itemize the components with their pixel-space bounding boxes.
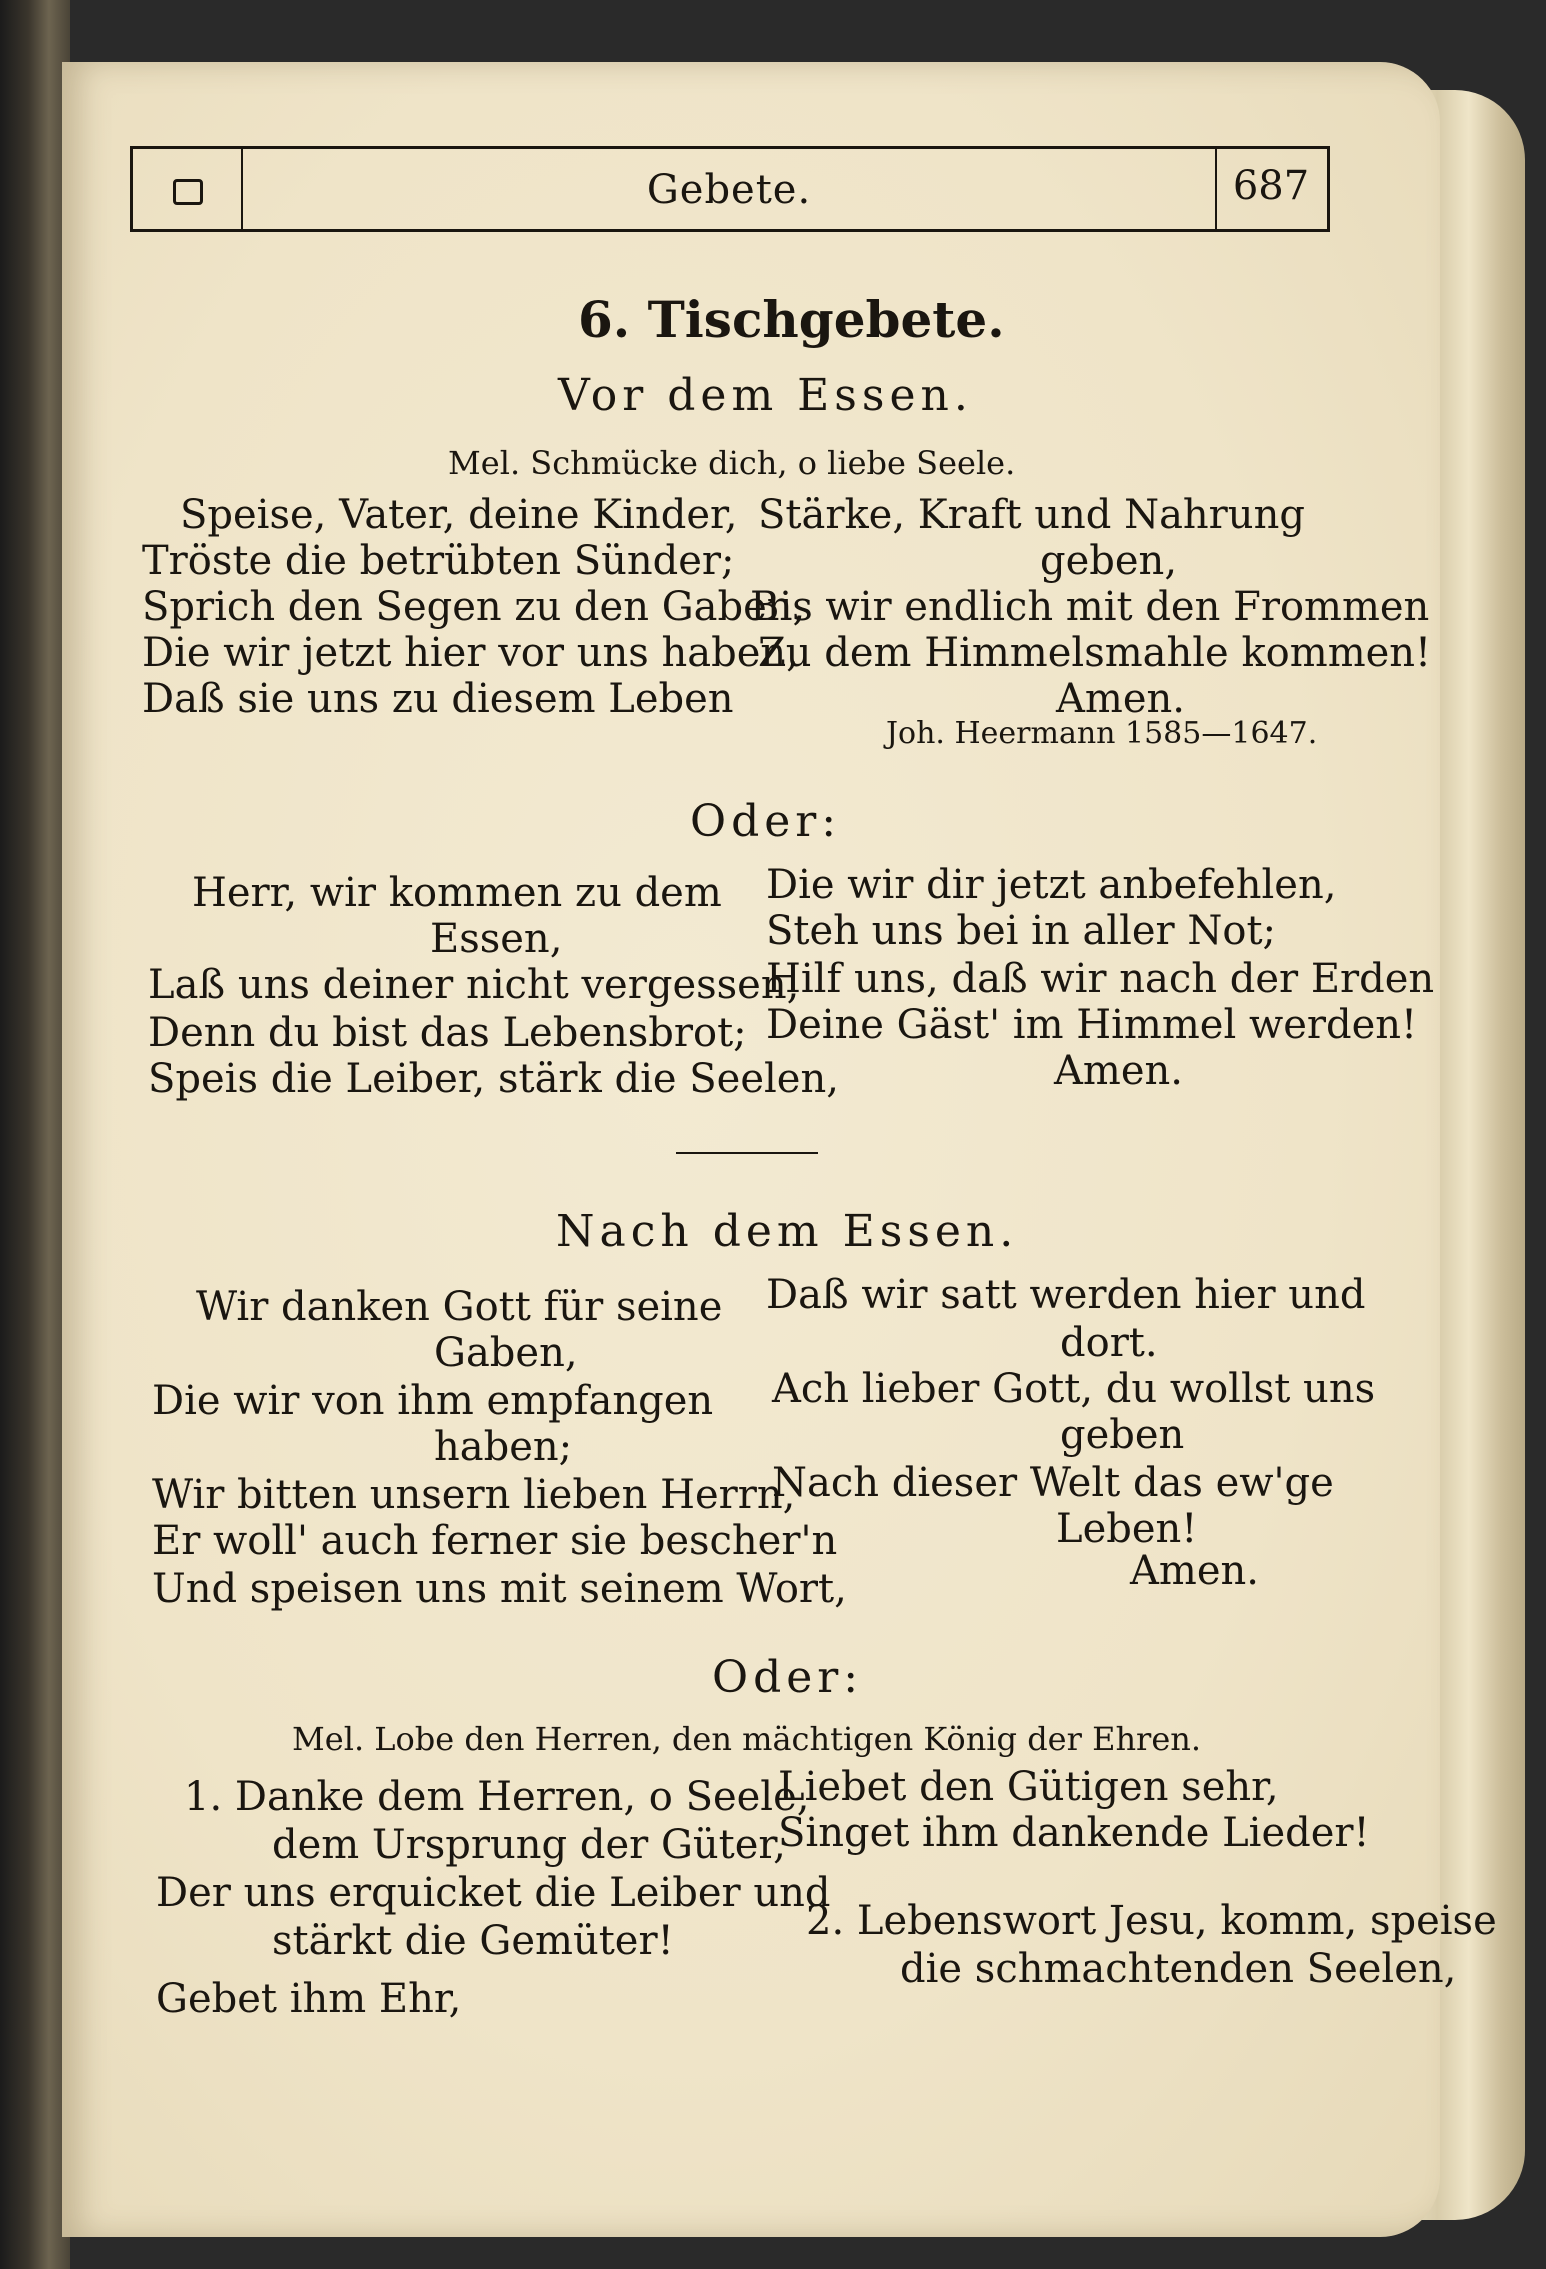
verse-line: Die wir von ihm empfangen [152,1378,714,1424]
hymn-author: Joh. Heermann 1585—1647. [886,716,1318,751]
verse-line: Hilf uns, daß wir nach der Erden [766,956,1435,1002]
verse-line: haben; [434,1424,573,1470]
verse-line: Die wir jetzt hier vor uns haben, [142,630,799,676]
verse-line: Die wir dir jetzt anbefehlen, [766,862,1337,908]
header-left-cell [133,149,243,229]
verse-line: Leben! [1056,1506,1198,1552]
verse-line: stärkt die Gemüter! [272,1918,674,1964]
section-title: 6. Tischgebete. [578,290,1005,349]
melody-before-meal: Mel. Schmücke dich, o liebe Seele. [448,444,1016,482]
verse-line: Amen. [1056,676,1185,722]
melody-oder-2: Mel. Lobe den Herren, den mächtigen König der Ehren. [292,1720,1202,1758]
verse-line: Zu dem Himmelsmahle kommen! [758,630,1432,676]
verse-line: Bis wir endlich mit den Frommen [750,584,1430,630]
section-divider [676,1152,818,1154]
verse-line: Wir bitten unsern lieben Herrn, [152,1472,796,1518]
verse-line: Essen, [430,916,563,962]
verse-line: Speis die Leiber, stärk die Seelen, [148,1056,839,1102]
verse-line: Speise, Vater, deine Kinder, [180,492,738,538]
verse-line: Tröste die betrübten Sünder; [142,538,735,584]
verse-line: geben, [1040,538,1178,584]
square-ornament-icon [173,179,203,205]
verse-line: Daß sie uns zu diesem Leben [142,676,734,722]
verse-line: dem Ursprung der Güter, [272,1822,786,1868]
verse-line: Amen. [1054,1048,1183,1094]
verse-line: 1. Danke dem Herren, o Seele, [184,1774,810,1820]
verse-line: Daß wir satt werden hier und [766,1272,1366,1318]
verse-line: Gaben, [434,1330,578,1376]
running-header [130,146,1330,232]
verse-line: Und speisen uns mit seinem Wort, [152,1566,847,1612]
verse-line: Liebet den Gütigen sehr, [778,1764,1279,1810]
verse-line: Der uns erquicket die Leiber und [156,1870,831,1916]
verse-line: Stärke, Kraft und Nahrung [758,492,1305,538]
verse-line: Amen. [1130,1548,1259,1594]
verse-line: Steh uns bei in aller Not; [766,908,1277,954]
verse-line: Sprich den Segen zu den Gaben, [142,584,806,630]
header-title: Gebete. [646,167,812,213]
heading-oder: Oder: [690,796,842,847]
page-number: 687 [1232,163,1310,209]
verse-line: Laß uns deiner nicht vergessen, [148,962,800,1008]
verse-line: Singet ihm dankende Lieder! [778,1810,1370,1856]
verse-line: Nach dieser Welt das ew'ge [772,1460,1334,1506]
verse-line: geben [1060,1412,1185,1458]
verse-line: Gebet ihm Ehr, [156,1976,462,2022]
verse-line: Denn du bist das Lebensbrot; [148,1010,747,1056]
verse-line: Er woll' auch ferner sie bescher'n [152,1518,838,1564]
verse-line: dort. [1060,1320,1158,1366]
verse-line: Wir danken Gott für seine [196,1284,723,1330]
heading-oder: Oder: [712,1652,864,1703]
verse-line: 2. Lebenswort Jesu, komm, speise [806,1898,1497,1944]
heading-after-meal: Nach dem Essen. [556,1206,1019,1257]
verse-line: Herr, wir kommen zu dem [192,870,722,916]
book-spine [0,0,70,2269]
verse-line: die schmachtenden Seelen, [900,1946,1457,1992]
verse-line: Ach lieber Gott, du wollst uns [772,1366,1376,1412]
verse-line: Deine Gäst' im Himmel werden! [766,1002,1418,1048]
heading-before-meal: Vor dem Essen. [558,370,973,421]
